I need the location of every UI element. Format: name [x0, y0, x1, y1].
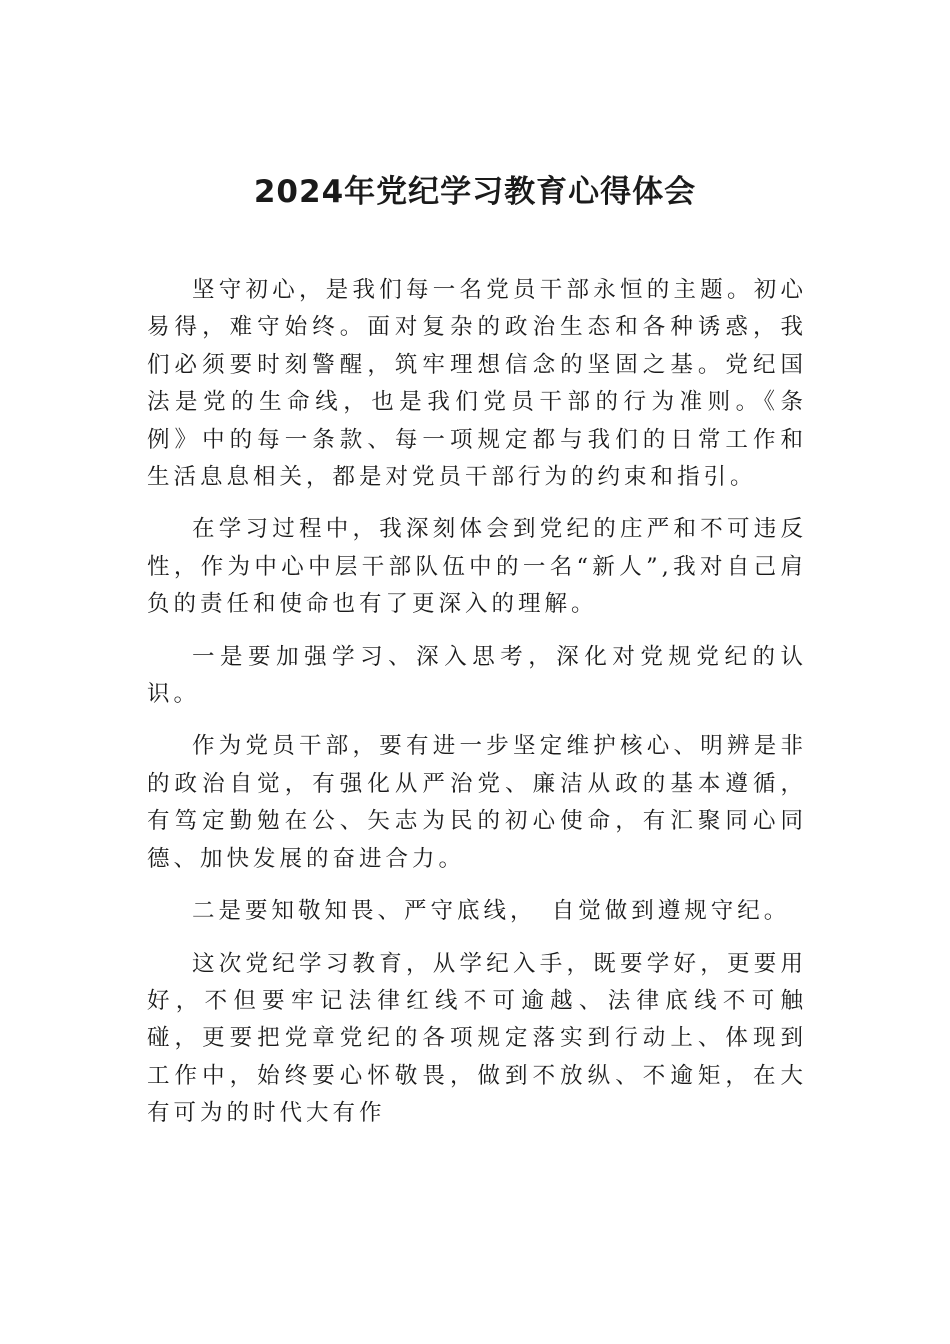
paragraph-6: 这次党纪学习教育，从学纪入手，既要学好，更要用好，不但要牢记法律红线不可逾越、法律底线不可触碰，更要把党章党纪的各项规定落实到行动上、体现到工作中，始终要心怀敬畏，做到不放纵、不逾矩，在大有可为的时代大有作: [147, 950, 807, 1127]
paragraph-2: 在学习过程中，我深刻体会到党纪的庄严和不可违反性，作为中心中层干部队伍中的一名“新人”,我对自己肩负的责任和使命也有了更深入的理解。: [147, 516, 807, 618]
paragraph-4: 作为党员干部，要有进一步坚定维护核心、明辨是非的政治自觉，有强化从严治党、廉洁从政的基本遵循，有笃定勤勉在公、矢志为民的初心使命，有汇聚同心同德、加快发展的奋进合力。: [147, 733, 807, 872]
paragraph-3: 一是要加强学习、深入思考，深化对党规党纪的认识。: [147, 643, 807, 708]
document-body: [147, 272, 807, 1133]
paragraph-5: 二是要知敬知畏、严守底线， 自觉做到遵规守纪。: [192, 898, 791, 925]
paragraph-1: 坚守初心，是我们每一名党员干部永恒的主题。初心易得，难守始终。面对复杂的政治生态和各种诱惑，我们必须要时刻警醒，筑牢理想信念的坚固之基。党纪国法是党的生命线，也是我们党员干部的行为准则。《条例》中的每一条款、每一项规定都与我们的日常工作和生活息息相关，都是对党员干部行为的约束和指引。: [147, 277, 807, 491]
document-title: 2024年党纪学习教育心得体会: [253, 174, 697, 210]
